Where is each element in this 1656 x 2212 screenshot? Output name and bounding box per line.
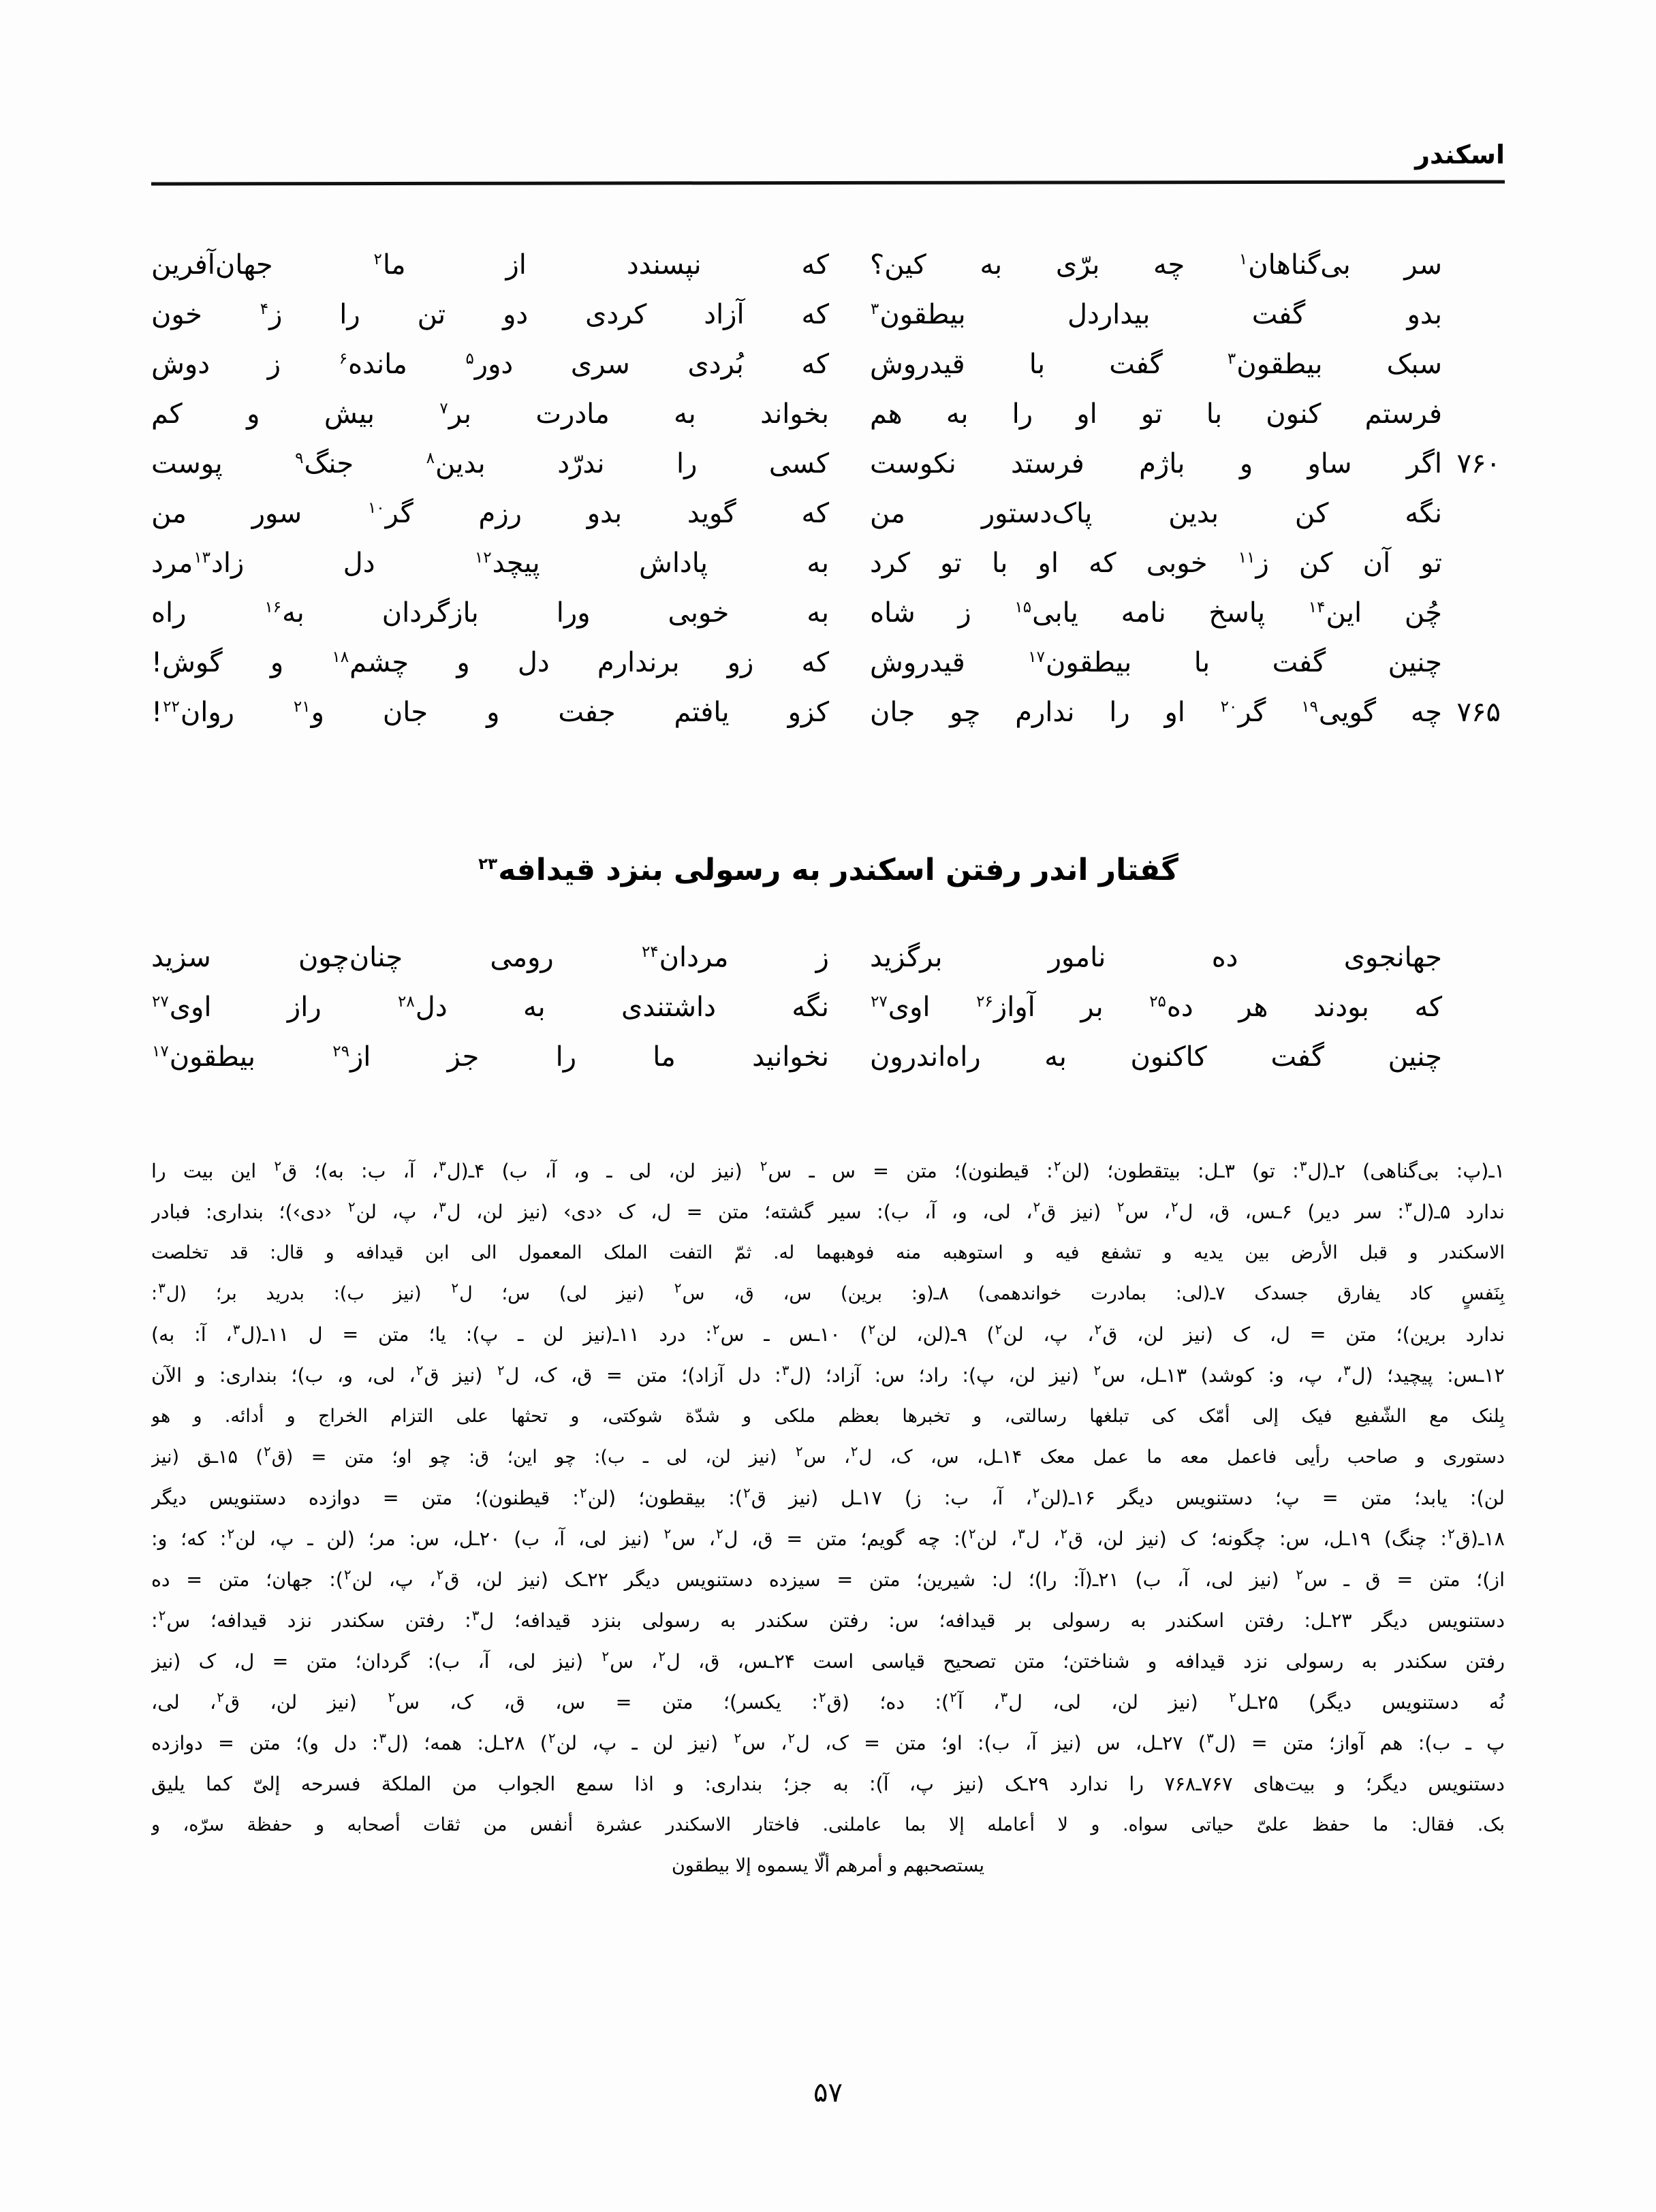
verse-word: قیدروش [870,647,965,678]
apparatus-line: رفتن سکندر به رسولی نزد قیدافه و شناختن؛ متن تصحیح قیاسی است ۲۴ـس، ق، ل$^۲$، س$^۲$ (نیز لی، آ، ب): گردان؛ متن = ل، ک (نیز [151,1647,1505,1673]
hemistich-left [151,498,849,529]
verse-word: پاک‌دستور [981,498,1093,529]
verse-number: ۷۶۵ [1456,697,1501,728]
verse-word: بودند [1313,992,1369,1023]
apparatus-line: بِنَفسٍ کاد یفارق جسدک ۷ـ(لی: بمادرت خواندهمی) ۸ـ(و: برین) س، ق، س$^۲$ (نیز لی) س؛ ل$^۲$ (نیز ب): بدرید بر؛ (ل$^۳$: [151,1280,1505,1304]
verse-word: جان [870,697,916,728]
hemistich-left [151,249,849,281]
verse-row [151,597,1505,647]
verse-word: جنگ$^۹$ [295,448,354,479]
verse-word: راه [151,597,187,629]
hemistich-right [849,597,1442,629]
verse-word: برندارم [597,647,680,678]
verse-word: به [946,398,969,430]
hemistich-right [849,498,1442,529]
verse-word: نگه [1405,498,1442,529]
verse-word: دل [343,548,375,579]
verse-row [151,1041,1505,1091]
running-head-area [151,142,1505,185]
apparatus-line: الاسکندر و قبل الأرض بین یدیه و تشفع فیه و استوهبه منه فوهبهما له. ثمّ التفت الملک المعمول الی ابن قیدافه و قال: قد تخلصت [151,1242,1505,1263]
verse-word: فرستم [1364,398,1442,430]
verse-word: کن [1298,548,1333,579]
verse-block-second [151,942,1505,1091]
verse-word: ز$^۴$ [260,299,283,330]
apparatus-line: بِلنک مع الشّفیع فیک إلی أمّک کی تبلغها رسالتی، و تخبرها بعظم ملکی و شدّة شوکتی، و تحثها علی التزام الخراج و أدائه. و هو [151,1406,1505,1427]
verse-word: کرد [870,548,910,579]
verse-word: گویی$^{۱۹}$ [1301,697,1377,728]
verse-row [151,498,1505,548]
verse-word: فرستد [1011,448,1084,479]
verse-word: تو [1140,398,1163,430]
verse-word: آن [1362,548,1391,579]
verse-word: را [1012,398,1033,430]
verse-word: گر$^{۱۰}$ [367,498,413,529]
verse-word: او [1076,398,1097,430]
apparatus-line: پ ـ ب): هم آواز؛ متن = (ل$^۳$) ۲۷ـل، س (نیز آ، ب): او؛ متن = ک، ل$^۲$، س$^۲$ (نیز لن ـ پ، لن$^۲$) ۲۸ـل: همه؛ (ل$^۳$: دل و)؛ متن = دوازده [151,1729,1505,1754]
verse-word: خون [151,299,202,330]
hemistich-left [151,448,849,479]
verse-word: تن [417,299,446,330]
verse-word: قیدروش [870,349,965,380]
verse-word: راه‌اندرون [870,1041,981,1073]
verse-word: بُردی [687,349,744,380]
verse-word: دور$^۵$ [465,349,514,380]
verse-word: گفت [1251,299,1306,330]
verse-number: ۷۶۰ [1456,448,1501,479]
verse-word: و [270,647,284,678]
critical-apparatus [151,1151,1505,1886]
verse-word: گوید [687,498,736,529]
verse-word: که [801,249,829,281]
verse-word: ورا [556,597,591,629]
hemistich-left [151,398,849,430]
hemistich-left [151,647,849,678]
verse-row [151,448,1505,498]
verse-word: چنین [1388,647,1442,678]
verse-word: گفت [1272,647,1326,678]
verse-word: که [1414,992,1442,1023]
verse-word: برگزید [870,942,943,973]
verse-word: چه [1153,249,1185,281]
apparatus-line: ندارد ۵ـ(ل$^۳$: سر دیر) ۶ـس، ق، ل$^۲$، س$^۲$ (نیز ق$^۲$، لی، و، آ، ب): سیر گشته؛ متن = ل، ک ‹دی› (نیز لن، ل$^۳$، پ، لن$^۲$ ‹دی›)؛ بنداری: فبادر [151,1198,1505,1223]
verse-word: چو [950,697,981,728]
verse-word: ساو [1307,448,1352,479]
apparatus-line: ۱۸ـ(ق$^۲$: چنگ) ۱۹ـل، س: چگونه؛ ک (نیز لن، ق$^۲$، ل$^۳$، لن$^۲$): چه گویم؛ متن = ق، ل$^۲$، س$^۲$ (نیز لی، آ، ب) ۲۰ـل، س: مر؛ (لن ـ پ، لن$^۲$: که؛ و: [151,1525,1505,1550]
verse-word: آزاد [704,299,745,330]
verse-word: من [870,498,905,529]
verse-word: بی‌گناهان$^۱$ [1238,249,1351,281]
verse-word: بیداردل [1067,299,1151,330]
verse-word: بیطقون$^{۱۷}$ [152,1041,256,1073]
verse-word: کردی [585,299,647,330]
hemistich-left [151,548,849,579]
verse-word: سور [251,498,302,529]
verse-word: خوبی [1146,548,1208,579]
verse-word: بازگردان [381,597,479,629]
verse-word: ده [1211,942,1238,973]
verse-word: که [801,647,829,678]
verse-word: بیش [324,398,375,430]
apparatus-line: یستصحبهم و أمرهم ألّا یسموه إلا بیطقون [671,1855,985,1876]
hemistich-left [151,597,849,629]
verse-word: تو [1420,548,1442,579]
verse-row [151,647,1505,697]
verse-word: پاسخ [1208,597,1266,629]
hemistich-right [849,647,1442,678]
verse-word: نگه [792,992,829,1023]
verse-row [151,249,1505,299]
verse-word: بیطقون$^۳$ [871,299,966,330]
verse-word: کم [151,398,183,430]
verse-word: کنون [1266,398,1322,430]
verse-word: پیچد$^{۱۲}$ [474,548,540,579]
verse-word: نخوانید [752,1041,829,1073]
verse-word: را [1109,697,1130,728]
verse-word: با [1206,398,1223,430]
hemistich-right [849,992,1442,1023]
verse-word: به [674,398,696,430]
verse-word: سری [570,349,630,380]
verse-word: مانده$^۶$ [339,349,407,380]
verse-word: و [486,697,500,728]
verse-word: داشتندی [621,992,716,1023]
hemistich-right [849,398,1442,430]
verse-word: پوست [151,448,223,479]
verse-word: به [980,249,1003,281]
verse-word: جان [382,697,428,728]
verse-word: باژم [1139,448,1185,479]
verse-word: که [801,349,829,380]
verse-word: گفت [1270,1041,1325,1073]
verse-word: و [456,647,470,678]
hemistich-left [151,349,849,380]
verse-word: ندارم [1015,697,1075,728]
verse-word: رزم [478,498,522,529]
verse-word: با [1193,647,1210,678]
verse-word: تو [940,548,962,579]
verse-row [151,548,1505,597]
verse-word: برّی [1055,249,1100,281]
verse-word: آواز$^{۲۶}$ [976,992,1035,1023]
verse-word: با [1029,349,1046,380]
hemistich-left [151,942,849,973]
verse-word: ز [267,349,281,380]
verse-word: مادرت [535,398,610,430]
verse-word: چنان‌چون [298,942,403,973]
apparatus-line: بک. فقال: ما حفظ علیّ حیاتی سواه. و لا أعامله إلا بما عاملنی. فاختار الاسکندر عشرة أنفس من ثقات أصحابه و حفظة سرّه، و [151,1814,1505,1835]
verse-word: دو [503,299,529,330]
verse-word: او [1164,697,1185,728]
verse-word: ندرّد [557,448,605,479]
apparatus-line: از)؛ متن = ق ـ س$^۲$ (نیز لی، آ، ب) ۲۱ـ(آ: را)؛ ل: شیرین؛ متن = سیزده دستنویس دیگر ۲۲ـک (نیز لن، ق$^۲$، پ، لن$^۲$): جهان؛ متن = ده [151,1566,1505,1591]
verse-word: روان$^{۲۲}$! [151,697,234,728]
verse-word: نپسندد [626,249,702,281]
apparatus-line: ۱۲ـس: پیچید؛ (ل$^۳$، پ، و: کوشد) ۱۳ـل، س$^۲$ (نیز لن، پ): راد؛ س: آزاد؛ (ل$^۳$: دل آزاد)؛ متن = ق، ک، ل$^۲$ (نیز ق$^۲$، لی، و، ب)؛ بنداری: و الآن [151,1361,1505,1387]
verse-word: یابی$^{۱۵}$ [1014,597,1078,629]
verse-word: که [801,299,829,330]
hemistich-right [849,249,1442,281]
verse-word: ما [653,1041,676,1073]
verse-word: سزید [151,942,211,973]
verse-word: با [992,548,1008,579]
verse-word: اگر [1406,448,1442,479]
verse-word: هر [1238,992,1268,1023]
apparatus-line: دستنویس دیگر؛ و بیت‌های ۷۶۷ـ۷۶۸ را ندارد ۲۹ـک (نیز پ، آ): به جز؛ بنداری: و اذا سمع الجواب من الملکة فسرحه إلیّ کما یلیق [151,1773,1505,1795]
verse-word: نامور [1048,942,1106,973]
verse-word: کن [1294,498,1329,529]
verse-word: ده$^{۲۵}$ [1149,992,1193,1023]
verse-word: گوش! [151,647,223,678]
verse-block-first [151,249,1505,746]
page-number: ۵۷ [813,2077,843,2108]
verse-word: ز [958,597,971,629]
verse-word: از$^{۲۹}$ [332,1041,371,1073]
verse-word: به [1044,1041,1067,1073]
verse-word: جز [447,1041,480,1073]
verse-word: او [1037,548,1059,579]
verse-row [151,398,1505,448]
verse-word: نامه [1121,597,1166,629]
verse-word: بدو [1407,299,1442,330]
verse-word: اوی$^{۲۷}$ [871,992,931,1023]
verse-word: جفت [558,697,616,728]
verse-word: جهان‌آفرین [151,249,273,281]
section-heading: گفتار اندر رفتن اسکندر به رسولی بنزد قیدافه$^{۲۳}$ [478,853,1178,887]
verse-row [151,992,1505,1041]
verse-word: را [555,1041,577,1073]
verse-word: به [523,992,546,1023]
verse-word: هم [870,398,903,430]
verse-word: مردان$^{۲۴}$ [641,942,729,973]
apparatus-line: نُه دستنویس دیگر) ۲۵ـل$^۲$ (نیز لن، لی، ل$^۳$، آ$^۲$): ده؛ (ق$^۲$: یکسر)؛ متن = س، ق، ک، س$^۲$ (نیز لن، ق$^۲$، لی، [151,1688,1505,1713]
verse-word: و$^{۲۱}$ [293,697,324,728]
verse-word: سر [1404,249,1442,281]
verse-row [151,697,1505,746]
verse-word: بدین$^۸$ [426,448,486,479]
verse-word: دل$^{۲۸}$ [398,992,448,1023]
verse-word: بیطقون$^{۱۷}$ [1028,647,1132,678]
verse-word: چنین [1388,1041,1442,1073]
verse-word: پاداش [638,548,708,579]
verse-word: خوبی [668,597,730,629]
apparatus-line: دستوری و صاحب رأیی فاعمل معه ما عمل معک ۱۴ـل، س، ک، ل$^۲$، س$^۲$ (نیز لن، لی ـ ب): چو این؛ ق: چو او؛ متن = (ق$^۲$) ۱۵ـق (نیز [151,1443,1505,1468]
hemistich-right [849,448,1442,479]
verse-word: شاه [870,597,916,629]
verse-word: بیطقون$^۳$ [1227,349,1323,380]
verse-word: دل [517,647,550,678]
hemistich-right [849,548,1442,579]
verse-row [151,942,1505,992]
verse-word: راز [287,992,322,1023]
header-divider-rule [151,180,1505,185]
apparatus-line: دستنویس دیگر ۲۳ـل: رفتن اسکندر به رسولی بر قیدافه؛ س: رفتن سکندر به رسولی بنزد قیدافه؛ ل$^۳$: رفتن سکندر نزد قیدافه؛ س$^۲$: [151,1607,1505,1632]
verse-word: چشم$^{۱۸}$ [332,647,409,678]
verse-word: کسی [768,448,829,479]
verse-word: که [1089,548,1116,579]
verse-row [151,299,1505,349]
apparatus-line: ۱ـ(پ: بی‌گناهی) ۲ـ(ل$^۳$: تو) ۳ـل: بیتقطون؛ (لن$^۲$: قیطنون)؛ متن = س ـ س$^۲$ (نیز لن، لی ـ و، آ، ب) ۴ـ(ل$^۳$، آ، ب: به)؛ ق$^۲$ این بیت را [151,1157,1505,1182]
verse-word: و [247,398,260,430]
hemistich-right [849,697,1442,728]
apparatus-line: ندارد برین)؛ متن = ل، ک (نیز لن، ق$^۲$، پ، لن$^۲$) ۹ـ(لن، لن$^۲$) ۱۰ـس ـ س$^۲$: درد ۱۱ـ(نیز لن ـ پ): یا؛ متن = ل ۱۱ـ(ل$^۳$، آ: به) [151,1321,1505,1346]
verse-word: را [339,299,360,330]
apparatus-line: لن): یابد؛ متن = پ؛ دستنویس دیگر ۱۶ـ(لن$^۲$، آ، ب: ز) ۱۷ـل (نیز ق$^۲$): بیقطون؛ (لن$^۲$: قیطنون)؛ متن = دوازده دستنویس دیگر [151,1484,1505,1509]
verse-word: کین؟ [870,249,926,281]
verse-word: بدین [1168,498,1219,529]
verse-word: بر [1080,992,1104,1023]
verse-word: من [151,498,187,529]
verse-word: یافتم [674,697,730,728]
verse-word: و [1239,448,1253,479]
verse-word: رومی [490,942,554,973]
hemistich-left [151,299,849,330]
verse-word: از [505,249,527,281]
verse-word: به [807,597,829,629]
verse-word: این$^{۱۴}$ [1308,597,1362,629]
hemistich-right [849,299,1442,330]
verse-word: بر$^۷$ [439,398,471,430]
verse-word: اوی$^{۲۷}$ [152,992,212,1023]
verse-word: به$^{۱۶}$ [264,597,304,629]
verse-word: چُن [1404,597,1442,629]
verse-word: سبک [1386,349,1442,380]
hemistich-right [849,349,1442,380]
verse-word: گر$^{۲۰}$ [1220,697,1266,728]
verse-word: کزو [787,697,829,728]
verse-word: نکوست [870,448,956,479]
verse-word: که [801,498,829,529]
verse-word: گفت [1109,349,1163,380]
verse-word: دوش [151,349,210,380]
hemistich-right [849,942,1442,973]
verse-word: بدو [587,498,623,529]
verse-word: جهانجوی [1343,942,1442,973]
verse-word: بخواند [760,398,829,430]
verse-word: ز [815,942,829,973]
hemistich-right [849,1041,1442,1073]
verse-word: ز$^{۱۱}$ [1238,548,1269,579]
verse-word: زاد$^{۱۳}$مرد [151,548,245,579]
verse-word: را [676,448,698,479]
hemistich-left [151,697,849,728]
verse-row [151,349,1505,398]
verse-word: زو [727,647,754,678]
verse-word: به [807,548,829,579]
verse-word: ما$^۲$ [373,249,406,281]
verse-word: کاکنون [1130,1041,1207,1073]
hemistich-left [151,992,849,1023]
hemistich-left [151,1041,849,1073]
verse-word: چه [1410,697,1442,728]
running-head: اسکندر [1415,140,1505,170]
